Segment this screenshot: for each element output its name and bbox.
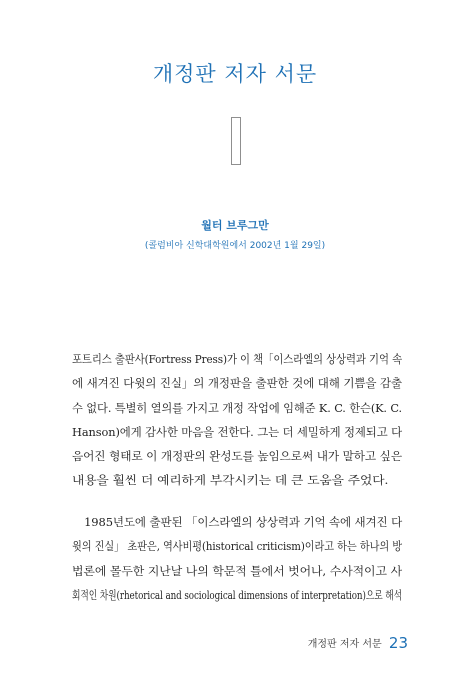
text-line: 윗의 진실」 초판은, 역사비평(historical criticism)이라고 하는 하나의 방 bbox=[72, 539, 402, 554]
author-affiliation-date: (콜럼비아 신학대학원에서 2002년 1월 29일) bbox=[144, 241, 326, 251]
page-title: 개정판 저자 서문 bbox=[152, 62, 318, 86]
page-footer bbox=[308, 634, 408, 652]
text-line: 회적인 차원(rhetorical and sociological dimensions of interpretation)으로 해석 bbox=[72, 587, 402, 602]
text-line: 1985년도에 출판된 「이스라엘의 상상력과 기억 속에 새겨진 다 bbox=[84, 515, 403, 529]
page-number: 23 bbox=[388, 634, 408, 652]
text-line: 수 없다. 특별히 열의를 가지고 개정 작업에 임해준 K. C. 한슨(K. C. bbox=[72, 400, 402, 415]
text-line: 법론에 몰두한 지난날 나의 학문적 틀에서 벗어나, 수사적이고 사 bbox=[72, 563, 402, 578]
text-line: 음어진 형태로 이 개정판의 완성도를 높임으로써 내가 말하고 싶은 bbox=[72, 449, 402, 464]
text-line: Hanson)에게 감사한 마음을 전한다. 그는 더 세밀하게 정제되고 다 bbox=[72, 424, 402, 439]
ornament-bar bbox=[231, 117, 241, 165]
text-line: 포트리스 출판사(Fortress Press)가 이 책「이스라엘의 상상력과 기억 속 bbox=[72, 352, 402, 366]
body-paragraph-1 bbox=[72, 347, 402, 493]
body-paragraph-2 bbox=[72, 510, 402, 607]
running-title: 개정판 저자 서문 bbox=[307, 639, 382, 650]
text-line: 내용을 훨씬 더 예리하게 부각시키는 데 큰 도움을 주었다. bbox=[72, 473, 389, 488]
author-name: 월터 브루그만 bbox=[201, 219, 269, 232]
text-line: 에 새겨진 다윗의 진실」의 개정판을 출판한 것에 대해 기쁨을 감출 bbox=[72, 376, 402, 391]
